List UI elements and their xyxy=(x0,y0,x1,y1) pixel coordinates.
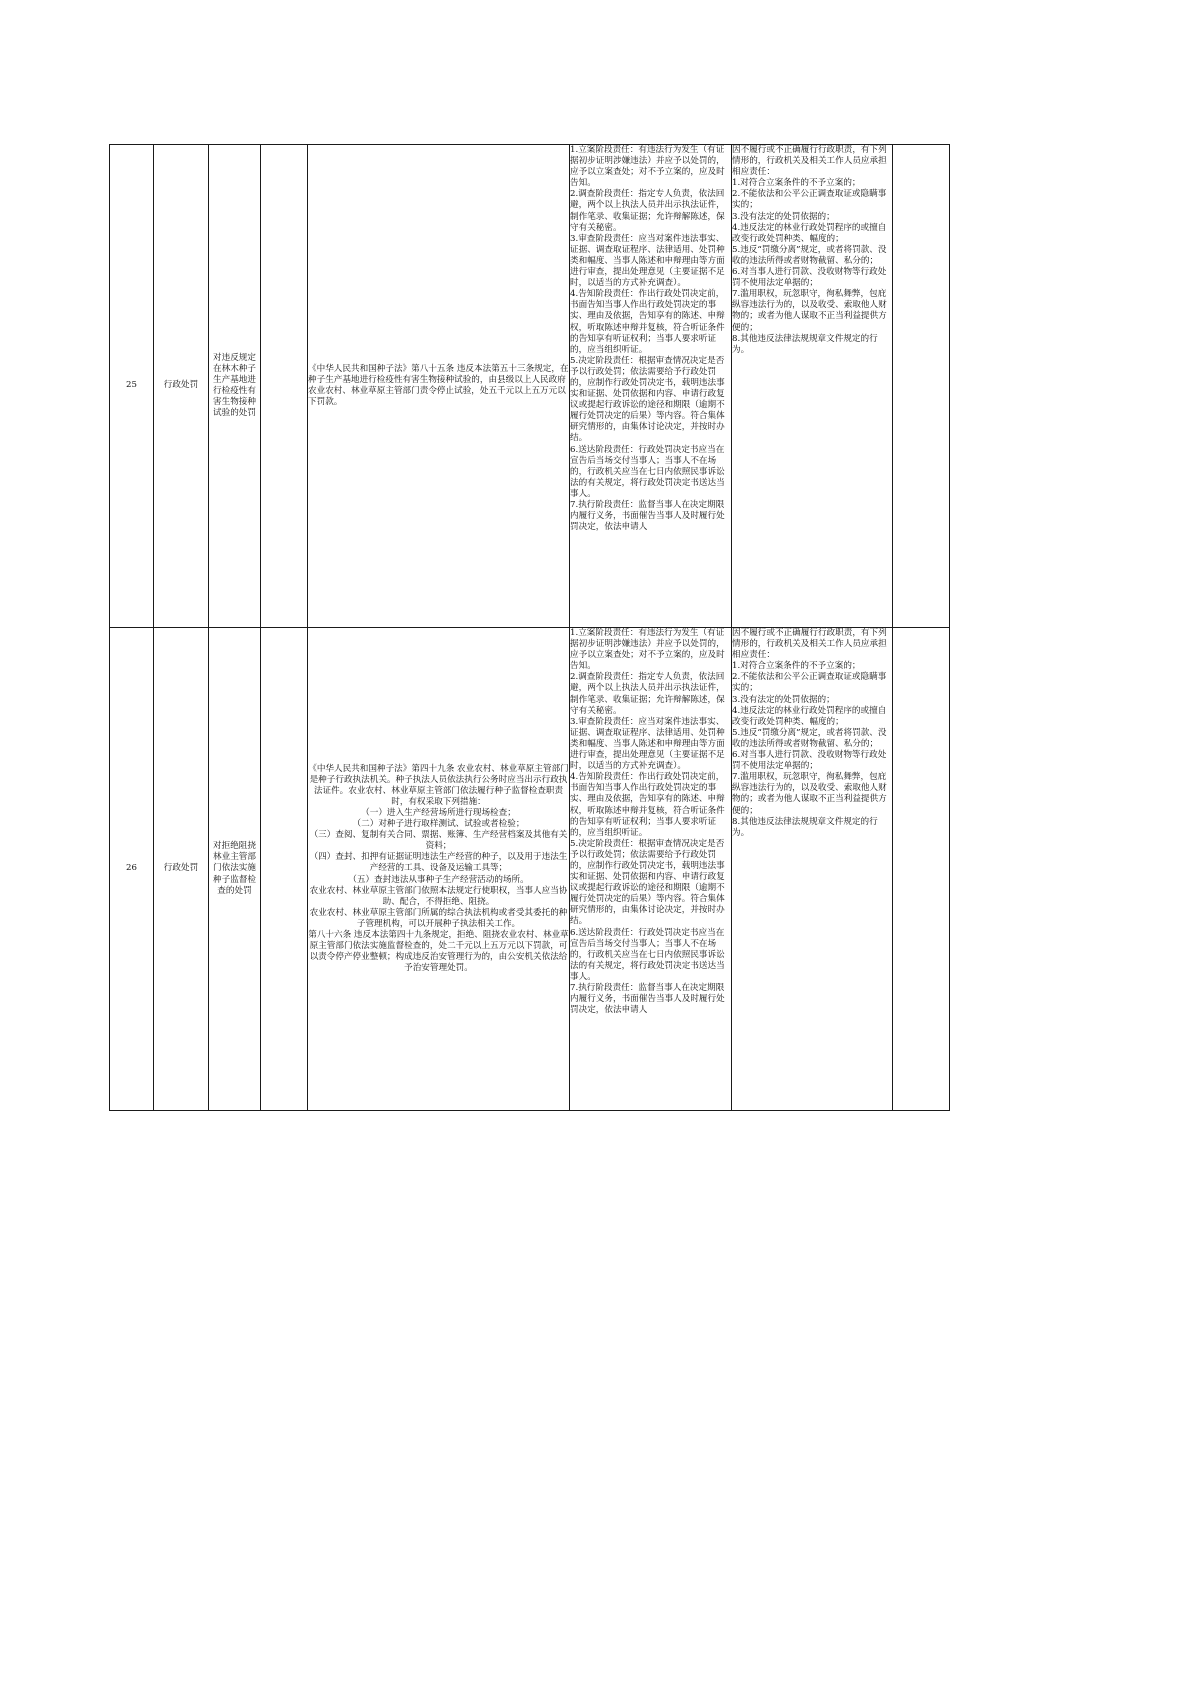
responsibility-item: 2.调查阶段责任：指定专人负责，依法回避，两个以上执法人员并出示执法证件，制作笔录、收集证据；允许辩解陈述，保守有关秘密。 xyxy=(570,189,725,233)
accountability-item: 因不履行或不正确履行行政职责，有下列情形的，行政机关及相关工作人员应承担相应责任： xyxy=(732,145,887,178)
accountability-item: 4.违反法定的林业行政处罚程序的或擅自改变行政处罚种类、幅度的； xyxy=(732,222,887,244)
legal-basis xyxy=(308,628,570,1111)
basis-text: （五）查封违法从事种子生产经营活动的场所。 xyxy=(348,874,529,885)
empty-cell xyxy=(261,628,308,1111)
responsibility-item: 6.送达阶段责任：行政处罚决定书应当在宣告后当场交付当事人；当事人不在场的，行政机关应当在七日内依照民事诉讼法的有关规定，将行政处罚决定书送达当事人。 xyxy=(570,444,725,499)
accountability-item: 1.对符合立案条件的不予立案的； xyxy=(732,178,861,189)
item-number: 25 xyxy=(110,145,154,628)
empty-cell xyxy=(261,145,308,628)
accountability-item: 2.不能依法和公平公正调查取证或隐瞒事实的； xyxy=(732,189,887,211)
accountability-item: 8.其他违反法律法规规章文件规定的行为。 xyxy=(732,333,878,355)
responsibility-item: 7.执行阶段责任：监督当事人在决定期限内履行义务，书面催告当事人及时履行处罚决定，依法申请人 xyxy=(570,983,725,1016)
responsibility-item: 2.调查阶段责任：指定专人负责，依法回避，两个以上执法人员并出示执法证件，制作笔录、收集证据；允许辩解陈述，保守有关秘密。 xyxy=(570,672,725,716)
basis-text: （四）查封、扣押有证据证明违法生产经营的种子，以及用于违法生产经营的工具、设备及运输工具等； xyxy=(309,852,568,874)
legal-basis xyxy=(308,145,570,628)
accountability-items xyxy=(732,145,893,628)
accountability-item: 3.没有法定的处罚依据的； xyxy=(732,211,835,222)
empty-cell xyxy=(893,628,950,1111)
accountability-item: 6.对当事人进行罚款、没收财物等行政处罚不使用法定单据的； xyxy=(732,750,887,772)
empty-cell xyxy=(893,145,950,628)
accountability-item: 5.违反“罚缴分离”规定，或者将罚款、没收的违法所得或者财物截留、私分的； xyxy=(732,244,887,266)
responsibility-items xyxy=(570,628,732,1111)
responsibility-item: 1.立案阶段责任：有违法行为发生（有证据初步证明涉嫌违法）并应予以处罚的，应予以立案查处；对不予立案的，应及时告知。 xyxy=(570,628,725,672)
responsibility-item: 3.审查阶段责任：应当对案件违法事实、证据、调查取证程序、法律适用、处罚种类和幅度、当事人陈述和申辩理由等方面进行审查，提出处理意见（主要证据不足时，以适当的方式补充调查）。 xyxy=(570,233,725,289)
basis-text: （三）查阅、复制有关合同、票据、账簿、生产经营档案及其他有关资料； xyxy=(309,830,568,852)
accountability-item: 7.滥用职权，玩忽职守，徇私舞弊，包庇纵容违法行为的，以及收受、索取他人财物的；或者为他人谋取不正当利益提供方便的； xyxy=(732,772,887,816)
accountability-items xyxy=(732,628,893,1111)
accountability-item: 因不履行或不正确履行行政职责，有下列情形的，行政机关及相关工作人员应承担相应责任： xyxy=(732,628,887,661)
accountability-item: 7.滥用职权，玩忽职守，徇私舞弊，包庇纵容违法行为的，以及收受、索取他人财物的；或者为他人谋取不正当利益提供方便的； xyxy=(732,289,887,333)
responsibility-item: 7.执行阶段责任：监督当事人在决定期限内履行义务，书面催告当事人及时履行处罚决定，依法申请人 xyxy=(570,500,725,533)
basis-text: 农业农村、林业草原主管部门所属的综合执法机构或者受其委托的种子管理机构，可以开展种子执法相关工作。 xyxy=(309,907,568,929)
basis-text: （一）进入生产经营场所进行现场检查； xyxy=(361,807,516,818)
accountability-item: 2.不能依法和公平公正调查取证或隐瞒事实的； xyxy=(732,672,887,694)
accountability-item: 6.对当事人进行罚款、没收财物等行政处罚不使用法定单据的； xyxy=(732,267,887,289)
table-row xyxy=(110,145,950,628)
responsibility-item: 3.审查阶段责任：应当对案件违法事实、证据、调查取证程序、法律适用、处罚种类和幅度、当事人陈述和申辩理由等方面进行审查，提出处理意见（主要证据不足时，以适当的方式补充调查）。 xyxy=(570,716,725,772)
responsibility-item: 6.送达阶段责任：行政处罚决定书应当在宣告后当场交付当事人；当事人不在场的，行政机关应当在七日内依照民事诉讼法的有关规定，将行政处罚决定书送达当事人。 xyxy=(570,927,725,982)
accountability-item: 3.没有法定的处罚依据的； xyxy=(732,694,835,705)
penalty-table xyxy=(109,144,950,1111)
table-row xyxy=(110,628,950,1111)
accountability-item: 5.违反“罚缴分离”规定，或者将罚款、没收的违法所得或者财物截留、私分的； xyxy=(732,727,887,749)
basis-text: 《中华人民共和国种子法》第八十五条 违反本法第五十三条规定，在种子生产基地进行检疫性有害生物接种试验的，由县级以上人民政府农业农村、林业草原主管部门责令停止试验，处五千元以上五万元以下罚款。 xyxy=(308,363,569,408)
item-type: 行政处罚 xyxy=(154,628,209,1111)
basis-text: 《中华人民共和国种子法》第四十九条 农业农村、林业草原主管部门是种子行政执法机关。种子执法人员依法执行公务时应当出示行政执法证件。农业农村、林业草原主管部门依法履行种子监督检查职责时，有权采取下列措施： xyxy=(308,763,569,807)
accountability-item: 1.对符合立案条件的不予立案的； xyxy=(732,661,861,672)
basis-text: 农业农村、林业草原主管部门依照本法规定行使职权，当事人应当协助、配合，不得拒绝、阻挠。 xyxy=(309,885,568,907)
basis-text: （二）对种子进行取样测试、试验或者检验； xyxy=(352,819,525,830)
responsibility-item: 5.决定阶段责任：根据审查情况决定是否予以行政处罚；依法需要给予行政处罚的，应制作行政处罚决定书，载明违法事实和证据、处罚依据和内容、申请行政复议或提起行政诉讼的途径和期限（逾期不履行处罚决定的后果）等内容。符合集体研究情形的，由集体讨论决定，并按时办结。 xyxy=(570,838,725,927)
item-name: 对拒绝阻挠林业主管部门依法实施种子监督检查的处罚 xyxy=(209,628,261,1111)
responsibility-item: 4.告知阶段责任：作出行政处罚决定前，书面告知当事人作出行政处罚决定的事实、理由及依据，告知享有的陈述、申辩权，听取陈述申辩并复核，符合听证条件的告知享有听证权利；当事人要求听证的，应当组织听证。 xyxy=(570,289,725,355)
accountability-item: 4.违反法定的林业行政处罚程序的或擅自改变行政处罚种类、幅度的； xyxy=(732,705,887,727)
responsibility-item: 1.立案阶段责任：有违法行为发生（有证据初步证明涉嫌违法）并应予以处罚的，应予以立案查处；对不予立案的，应及时告知。 xyxy=(570,145,725,189)
item-name: 对违反规定在林木种子生产基地进行检疫性有害生物接种试验的处罚 xyxy=(209,145,261,628)
responsibility-items xyxy=(570,145,732,628)
basis-text: 第八十六条 违反本法第四十九条规定，拒绝、阻挠农业农村、林业草原主管部门依法实施监督检查的，处二千元以上五万元以下罚款，可以责令停产停业整顿；构成违反治安管理行为的，由公安机关依法给予治安管理处罚。 xyxy=(308,930,569,974)
responsibility-item: 5.决定阶段责任：根据审查情况决定是否予以行政处罚；依法需要给予行政处罚的，应制作行政处罚决定书，载明违法事实和证据、处罚依据和内容、申请行政复议或提起行政诉讼的途径和期限（逾期不履行处罚决定的后果）等内容。符合集体研究情形的，由集体讨论决定，并按时办结。 xyxy=(570,355,725,444)
item-type: 行政处罚 xyxy=(154,145,209,628)
item-number: 26 xyxy=(110,628,154,1111)
responsibility-item: 4.告知阶段责任：作出行政处罚决定前，书面告知当事人作出行政处罚决定的事实、理由及依据，告知享有的陈述、申辩权，听取陈述申辩并复核，符合听证条件的告知享有听证权利；当事人要求听证的，应当组织听证。 xyxy=(570,772,725,838)
accountability-item: 8.其他违反法律法规规章文件规定的行为。 xyxy=(732,816,878,838)
